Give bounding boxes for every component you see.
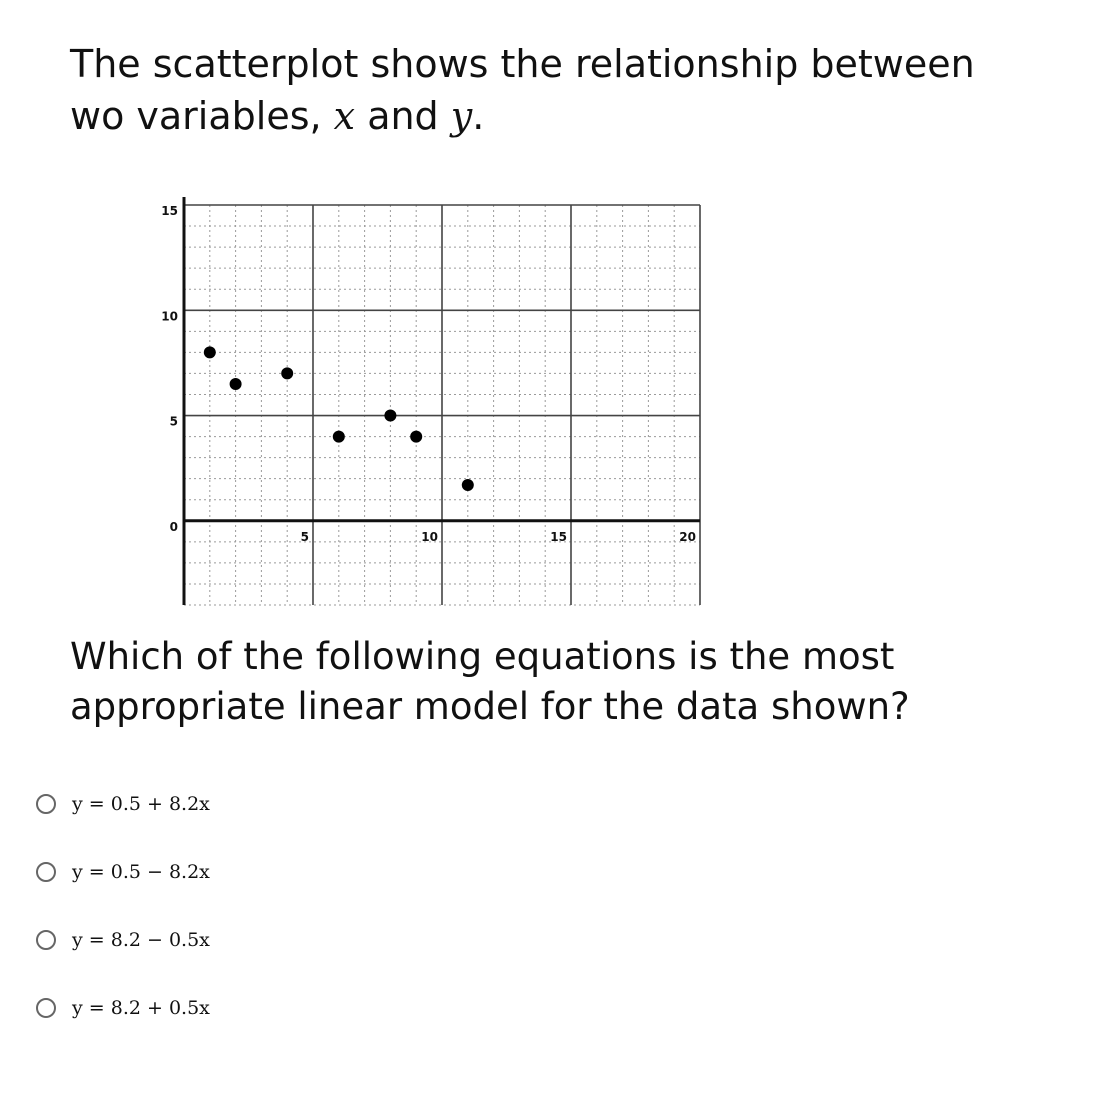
- question-period: .: [472, 94, 485, 138]
- radio-button-icon[interactable]: [36, 794, 56, 814]
- question-text: [70, 38, 1070, 142]
- answer-option-label: y = 8.2 + 0.5x: [72, 997, 210, 1019]
- answer-option-label: y = 0.5 + 8.2x: [72, 793, 210, 815]
- x-tick-label: 20: [679, 529, 696, 544]
- question-line-2: [70, 90, 1070, 142]
- answer-option-c[interactable]: [36, 906, 210, 974]
- scatter-point: [281, 367, 293, 379]
- answer-options: [36, 770, 210, 1042]
- variable-y: y: [450, 94, 473, 138]
- radio-button-icon[interactable]: [36, 998, 56, 1018]
- scatter-point: [204, 346, 216, 358]
- y-tick-label: 10: [161, 309, 178, 324]
- scatter-point: [384, 410, 396, 422]
- y-tick-label: 0: [169, 519, 178, 534]
- x-tick-label: 5: [300, 529, 309, 544]
- variable-x: x: [333, 94, 356, 138]
- question-connector: and: [355, 94, 451, 138]
- prompt-text: Which of the following equations is the most appropriate linear model for the data shown?: [70, 635, 910, 728]
- scatterplot: [140, 185, 720, 615]
- y-tick-label: 5: [169, 414, 178, 429]
- radio-button-icon[interactable]: [36, 930, 56, 950]
- answer-option-label: y = 8.2 − 0.5x: [72, 929, 210, 951]
- answer-option-label: y = 0.5 − 8.2x: [72, 861, 210, 883]
- scatter-point: [462, 479, 474, 491]
- question-line-2-prefix: wo variables,: [70, 94, 334, 138]
- x-tick-label: 10: [421, 529, 438, 544]
- answer-option-d[interactable]: [36, 974, 210, 1042]
- answer-option-b[interactable]: [36, 838, 210, 906]
- scatter-point: [230, 378, 242, 390]
- x-tick-label: 15: [550, 529, 567, 544]
- scatter-point: [410, 431, 422, 443]
- radio-button-icon[interactable]: [36, 862, 56, 882]
- y-tick-label: 15: [161, 204, 178, 218]
- scatterplot-svg: [140, 185, 720, 615]
- question-line-1: The scatterplot shows the relationship between: [70, 42, 975, 86]
- scatter-point: [333, 431, 345, 443]
- answer-option-a[interactable]: [36, 770, 210, 838]
